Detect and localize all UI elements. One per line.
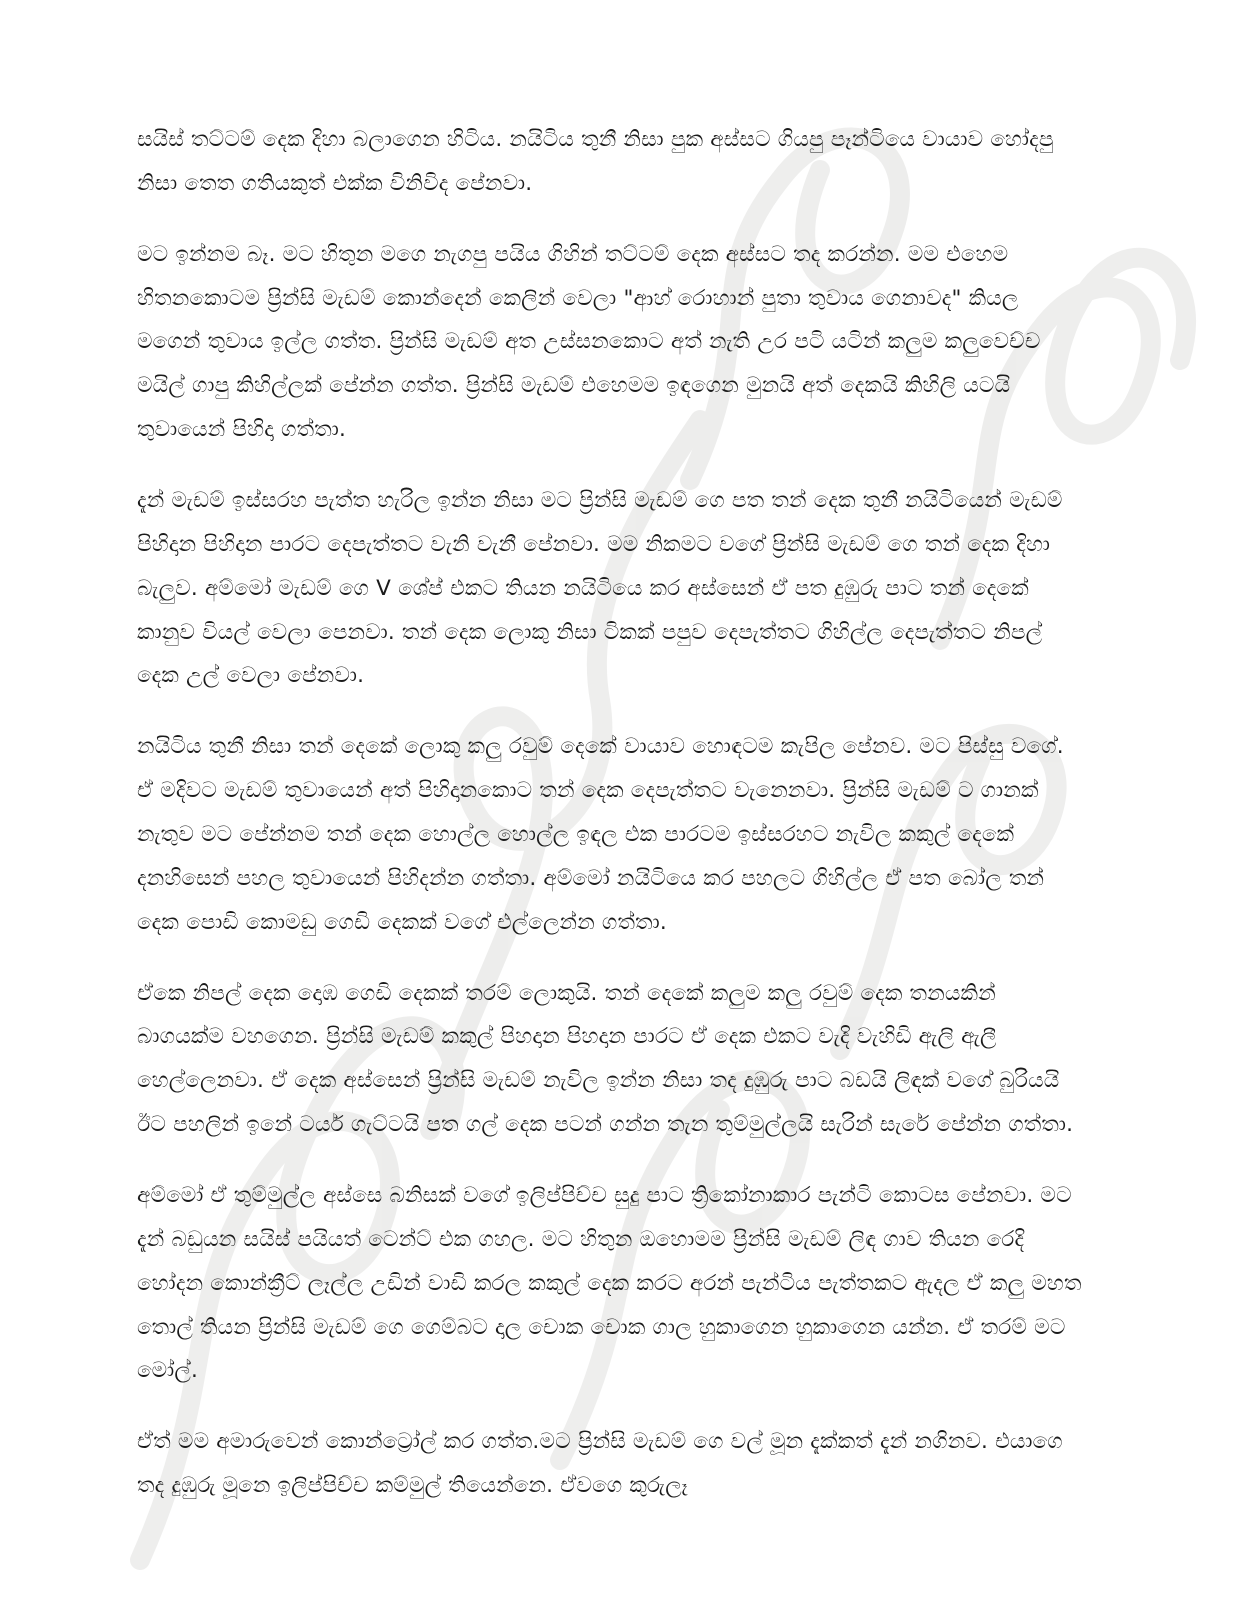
paragraph: අම්මෝ ඒ තුම්මුල්ල අස්සෙ බනිසක් වගේ ඉලිප්පිච්ච සුදු පාට ත්‍රිකෝනාකාර පැන්ටි කොටස පේනවා. මට දැන් බඩුයන සයිස් පයියත් ටෙන්ට් එක ගහල. මට හිතුන ඔහොමම ප්‍රින්සි මැඩම් ලිඳ ගාව තියන රෙදි හෝදන කොන්ක්‍රීට් ලෑල්ල උඩින් වාඩි කරල කකුල් දෙක කරට අරන් පැන්ටිය පැත්තකට ඇදල ඒ කලු මහත තොල් තියන ප්‍රින්සි මැඩම් ගෙ ගෙම්බට දාල චොක චොක ගාල හුකාගෙන හුකාගෙන යන්න. ඒ තරම් මට මෝල්. <box>137 1183 1082 1384</box>
paragraph: ඒකෙ නිපල් දෙක දොඹ ගෙඩි දෙකක් තරම් ලොකුයි. තන් දෙකේ කලුම කලු රවුම් දෙක තනයකින් බාගයක්ම වහගෙන. ප්‍රින්සි මැඩම් කකුල් පිහදාන පිහදාන පාරට ඒ දෙක එකට වැදි වැහිඩි ඇලි ඇලී හෙල්ලෙනවා. ඒ දෙක අස්සෙන් ප්‍රින්සි මැඩම් නැවිල ඉන්න නිසා තද දුඹුරු පාට බඩයි ලිඳක් වගේ බුරියයි ඊට පහලින් ඉනේ ටයර් ගැට්ටයි පත ගල් දෙක පටන් ගන්න තැන තුම්මුල්ලයි සැරින් සැරේ පේන්න ගත්තා. <box>137 980 1074 1138</box>
document-text <box>137 118 1085 1535</box>
paragraph: සයිස් තට්ටම් දෙක දිහා බලාගෙන හිටිය. නයිටිය තුනී නිසා පුක අස්සට ගියපු පෑන්ටියෙ වායාව හෝදපු නිසා තෙත ගතියකුත් එක්ක විනිවිද පේනවා. <box>137 127 1054 196</box>
paragraph: නයිටිය තුනී නිසා තන් දෙකේ ලොකු කලු රවුම් දෙකේ වායාව හොඳටම කැපිල පේනව. මට පිස්සු වගේ. ඒ මදිවට මැඩම් තුවායෙන් අත් පිහිදානකොට තන් දෙක දෙපැත්තට වැනෙනවා. ප්‍රින්සි මැඩම් ට ගානක් නැතුව මට පේන්නම තන් දෙක හොල්ල හොල්ල ඉඳල එක පාරටම ඉස්සරහට නැවිල කකුල් දෙකේ දනහිසෙන් පහල තුවායෙන් පිහිදන්න ගත්තා. අම්මෝ නයිටියෙ කර පහලට ගිහිල්ල ඒ පත බෝල තන් දෙක පොඩි කොමඩු ගෙඩි දෙකක් වගේ එල්ලෙන්න ගත්තා. <box>137 734 1064 935</box>
paragraph: ඒත් මම අමාරුවෙන් කොන්ට්‍රෝල් කර ගත්ත.මට ප්‍රින්සි මැඩම් ගෙ වල් මූන දැක්කත් දැන් නගිනව. එයාගෙ තද දුඹුරු මූනෙ ඉලිප්පිච්ච කම්මුල් තියෙන්නෙ. ඒවගෙ කුරුලෑ <box>137 1429 1063 1499</box>
paragraph: මට ඉන්නම බෑ. මට හිතුන මගෙ නැගපු පයිය ගිහින් තට්ටම් දෙක අස්සට තද කරන්න. මම එහෙම හිතනකොටම ප්‍රින්සි මැඩම් කොන්දෙන් කෙලින් වෙලා "ආහ් රොහාන් පුතා තුවාය ගෙනාවද" කියල මගෙන් තුවාය ඉල්ල ගත්ත. ප්‍රින්සි මැඩම් අත උස්සනකොට අත් නැති උර පටි යටින් කලුම කලුවෙච්ච මයිල් ගාපු කිහිල්ලක් පේන්න ගත්ත. ප්‍රින්සි මැඩම් එහෙමම ඉඳගෙන මුනයි අත් දෙකයි කිහිලි යටයි තුවායෙන් පිහිදා ගත්තා. <box>137 241 1041 443</box>
paragraph: දැන් මැඩම් ඉස්සරහ පැත්ත හැරිල ඉන්න නිසා මට ප්‍රින්සි මැඩම් ගෙ පත තන් දෙක තුනී නයිටියෙන් මැඩම් පිහිදාන පිහිදාන පාරට දෙපැත්තට වැනි වැනී පේනවා. මම නිකමට වගේ ප්‍රින්සි මැඩම් ගෙ තන් දෙක දිහා බැලුව. අම්මෝ මැඩම් ගෙ V ශේප් එකට තියන නයිටියෙ කර අස්සෙන් ඒ පත දුඹුරු පාට තන් දෙකේ කානුව වියල් වෙලා පෙනවා. තන් දෙක ලොකු නිසා ටිකක් පපුව දෙපැත්තට ගිහිල්ල දෙපැත්තට නිපල් දෙක උල් වෙලා පේනවා. <box>137 488 1063 689</box>
